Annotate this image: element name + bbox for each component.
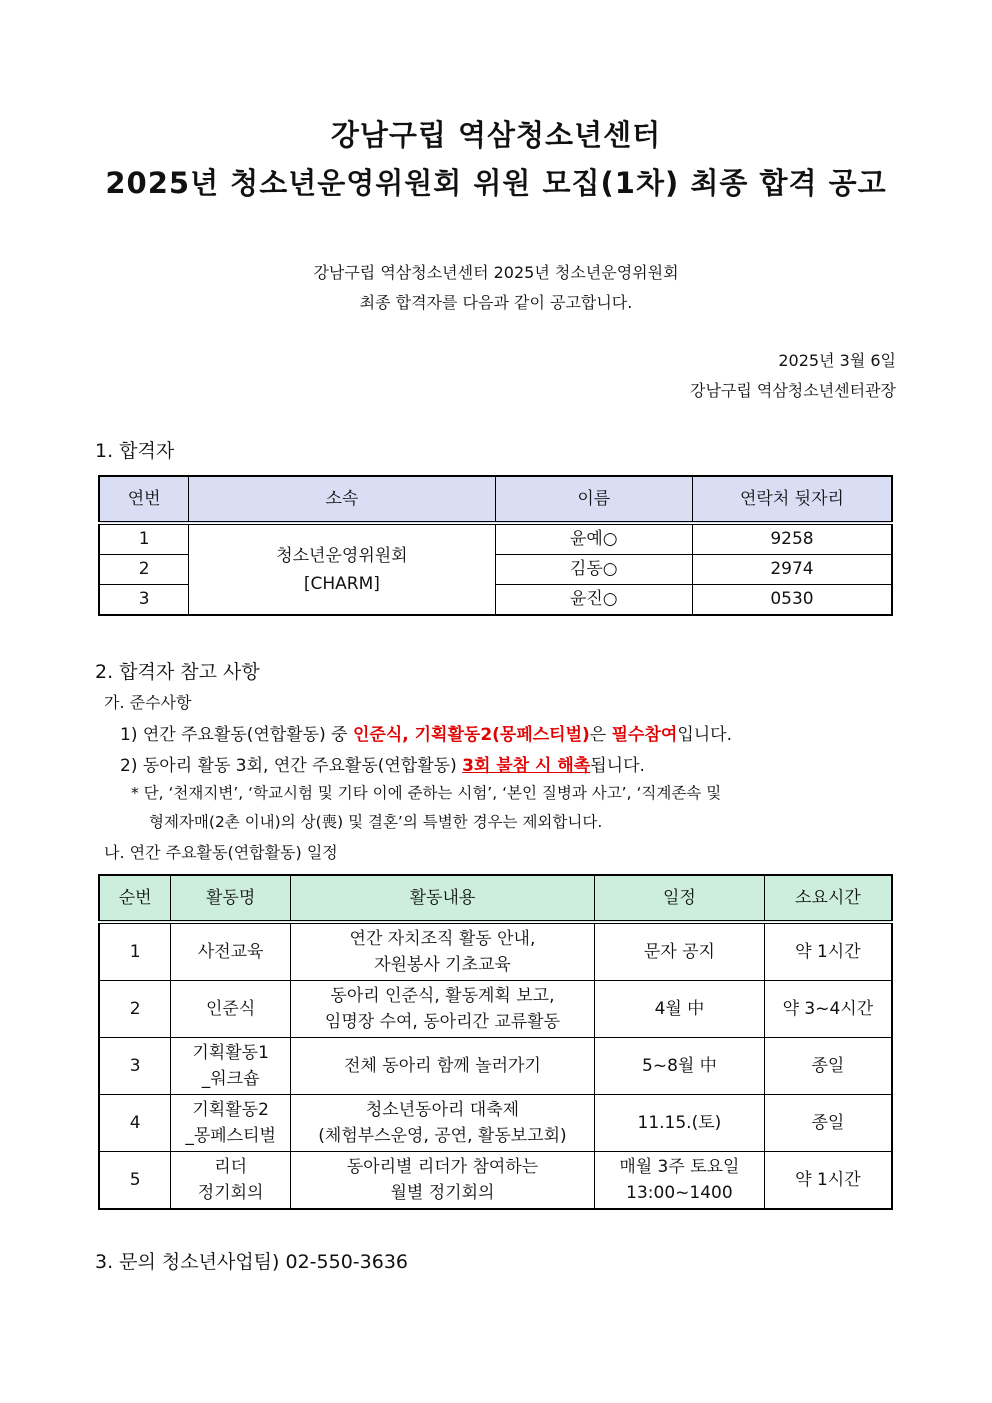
content-line1: 동아리별 리더가 참여하는 xyxy=(346,1157,539,1177)
activity-line2: 정기회의 xyxy=(197,1183,264,1203)
section1-heading: 1. 합격자 xyxy=(95,440,175,462)
section2-heading: 2. 합격자 참고 사항 xyxy=(95,661,260,683)
subsection-na: 나. 연간 주요활동(연합활동) 일정 xyxy=(104,843,338,862)
schedule-table-header xyxy=(99,875,892,922)
content-line2: (체험부스운영, 공연, 활동보고회) xyxy=(318,1126,567,1146)
cell-activity xyxy=(171,1038,291,1095)
cell-schedule xyxy=(595,1038,765,1095)
content-line1: 동아리 인준식, 활동계획 보고, xyxy=(330,986,555,1006)
activity-line1: 인준식 xyxy=(205,999,256,1019)
col-header-schedule: 일정 xyxy=(595,875,765,922)
cell-seq: 5 xyxy=(99,1152,171,1210)
cell-phone: 2974 xyxy=(692,555,892,585)
schedule-line1: 문자 공지 xyxy=(643,942,715,962)
activity-line1: 기획활동2 xyxy=(192,1100,269,1120)
cell-duration: 종일 xyxy=(764,1038,892,1095)
activity-line1: 기획활동1 xyxy=(192,1043,269,1063)
rule-item-1-middle: 은 xyxy=(589,725,612,745)
cell-activity xyxy=(171,922,291,981)
subsection-ga: 가. 준수사항 xyxy=(104,693,192,712)
table-row xyxy=(99,523,892,555)
exception-note-line2: 형제자매(2촌 이내)의 상(喪) 및 결혼’의 특별한 경우는 제외합니다. xyxy=(149,813,603,831)
cell-duration: 약 1시간 xyxy=(764,922,892,981)
cell-schedule xyxy=(595,1152,765,1210)
cell-phone: 0530 xyxy=(692,585,892,616)
col-header-affiliation: 소속 xyxy=(189,476,495,523)
cell-name: 윤예○ xyxy=(495,523,692,555)
cell-content xyxy=(290,1038,594,1095)
col-header-content: 활동내용 xyxy=(290,875,594,922)
table-row xyxy=(99,1152,892,1210)
activity-line1: 리더 xyxy=(214,1157,248,1177)
cell-schedule xyxy=(595,922,765,981)
table-row xyxy=(99,922,892,981)
cell-phone: 9258 xyxy=(692,523,892,555)
schedule-line2: 13:00~1400 xyxy=(626,1183,733,1203)
rule-item-1-prefix: 1) 연간 주요활동(연합활동) 중 xyxy=(120,725,353,745)
col-header-name: 이름 xyxy=(495,476,692,523)
table-row xyxy=(99,981,892,1038)
schedule-table xyxy=(98,874,893,1210)
cell-duration: 약 1시간 xyxy=(764,1152,892,1210)
cell-seq: 2 xyxy=(99,981,171,1038)
cell-activity xyxy=(171,1152,291,1210)
activity-line2: _워크숍 xyxy=(201,1069,260,1089)
cell-no: 2 xyxy=(99,555,189,585)
rule-item-1-highlight2: 필수참여 xyxy=(611,725,678,745)
cell-no: 1 xyxy=(99,523,189,555)
cell-content xyxy=(290,1152,594,1210)
cell-affiliation xyxy=(189,523,495,615)
col-header-no: 연번 xyxy=(99,476,189,523)
schedule-line1: 11.15.(토) xyxy=(637,1113,722,1133)
accepted-table xyxy=(98,475,893,616)
content-line2: 자원봉사 기초교육 xyxy=(374,955,511,975)
table-row xyxy=(99,1095,892,1152)
rule-item-1-highlight1: 인준식, 기획활동2(몽페스티벌) xyxy=(352,725,590,745)
rule-item-2-prefix: 2) 동아리 활동 3회, 연간 주요활동(연합활동) xyxy=(120,756,463,776)
col-header-duration: 소요시간 xyxy=(764,875,892,922)
schedule-line1: 4월 中 xyxy=(654,999,705,1019)
cell-no: 3 xyxy=(99,585,189,616)
cell-content xyxy=(290,922,594,981)
content-line1: 청소년동아리 대축제 xyxy=(365,1100,520,1120)
rule-item-2-highlight: 3회 불참 시 해촉 xyxy=(462,756,591,776)
affiliation-line2: [CHARM] xyxy=(303,573,380,594)
col-header-phone: 연락처 뒷자리 xyxy=(692,476,892,523)
rule-item-2-suffix: 됩니다. xyxy=(590,756,645,776)
rule-item-1 xyxy=(120,720,732,745)
rule-item-2 xyxy=(120,751,645,776)
page-title-line2: 2025년 청소년운영위원회 위원 모집(1차) 최종 합격 공고 xyxy=(105,166,887,200)
content-line2: 월별 정기회의 xyxy=(390,1183,495,1203)
cell-content xyxy=(290,981,594,1038)
section3-contact: 3. 문의 청소년사업팀) 02-550-3636 xyxy=(95,1251,408,1273)
cell-activity xyxy=(171,1095,291,1152)
cell-seq: 1 xyxy=(99,922,171,981)
accepted-table-header xyxy=(99,476,892,523)
content-line1: 연간 자치조직 활동 안내, xyxy=(349,929,536,949)
notice-issuer: 강남구립 역삼청소년센터관장 xyxy=(689,381,896,400)
page-title-line1: 강남구립 역삼청소년센터 xyxy=(330,118,662,152)
col-header-seq: 순번 xyxy=(99,875,171,922)
cell-activity xyxy=(171,981,291,1038)
cell-seq: 3 xyxy=(99,1038,171,1095)
notice-date: 2025년 3월 6일 xyxy=(778,351,896,370)
rule-item-1-suffix: 입니다. xyxy=(677,725,732,745)
cell-duration: 약 3~4시간 xyxy=(764,981,892,1038)
intro-line2: 최종 합격자를 다음과 같이 공고합니다. xyxy=(359,293,633,312)
affiliation-line1: 청소년운영위원회 xyxy=(276,545,408,566)
content-line2: 임명장 수여, 동아리간 교류활동 xyxy=(324,1012,561,1032)
exception-note-line1: * 단, ‘천재지변’, ‘학교시험 및 기타 이에 준하는 시험’, ‘본인 질병과 사고’, ‘직계존속 및 xyxy=(131,784,722,802)
activity-line2: _몽페스티벌 xyxy=(185,1126,276,1146)
cell-seq: 4 xyxy=(99,1095,171,1152)
content-line1: 전체 동아리 함께 놀러가기 xyxy=(344,1056,541,1076)
schedule-line1: 매월 3주 토요일 xyxy=(619,1157,740,1177)
cell-schedule xyxy=(595,1095,765,1152)
schedule-line1: 5~8월 中 xyxy=(642,1056,717,1076)
activity-line1: 사전교육 xyxy=(197,942,264,962)
table-row xyxy=(99,1038,892,1095)
cell-content xyxy=(290,1095,594,1152)
cell-schedule xyxy=(595,981,765,1038)
intro-line1: 강남구립 역삼청소년센터 2025년 청소년운영위원회 xyxy=(313,263,679,282)
cell-name: 김동○ xyxy=(495,555,692,585)
col-header-activity: 활동명 xyxy=(171,875,291,922)
cell-name: 윤진○ xyxy=(495,585,692,616)
cell-duration: 종일 xyxy=(764,1095,892,1152)
